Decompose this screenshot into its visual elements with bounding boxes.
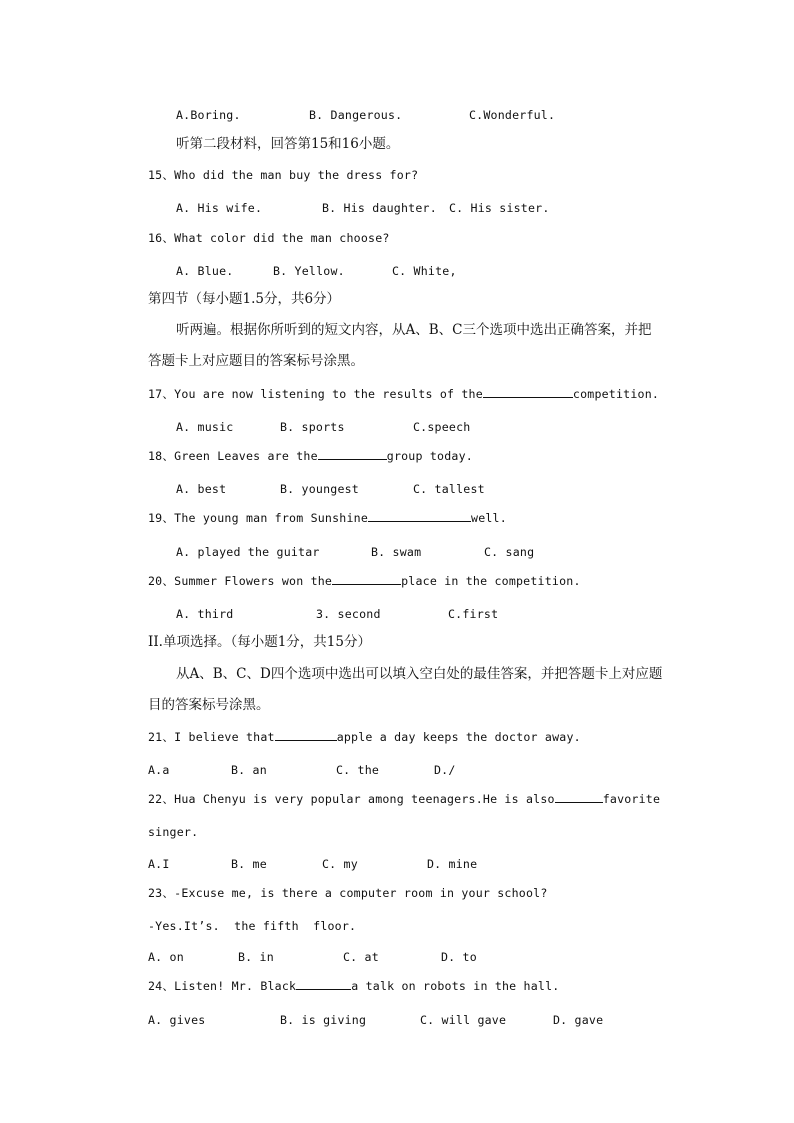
question-text: place in the competition. [401,574,581,588]
question-text: 19、The young man from Sunshine [148,511,369,525]
option-b: 3. second [316,607,381,621]
instruction-text: 听第二段材料，回答第15和16小题。 [176,136,400,152]
option-a: A.I [148,857,170,871]
option-c: C. sang [484,545,535,559]
section-heading: II.单项选择。（每小题1分，共15分） [148,634,371,650]
instruction-text: 答题卡上对应题目的答案标号涂黑。 [148,353,364,369]
option-c: C. at [343,950,379,964]
option-c: C. will gave [420,1013,507,1027]
option-c: C. His sister. [449,201,550,215]
option-b: B. Dangerous. [309,108,403,122]
instruction-text: 听两遍。根据你所听到的短文内容，从A、B、C三个选项中选出正确答案，并把 [176,322,652,338]
option-b: B. is giving [280,1013,367,1027]
answer-blank [318,448,387,460]
option-a: A. best [176,482,227,496]
option-a: A. played the guitar [176,545,320,559]
question-text: a talk on robots in the hall. [351,979,560,993]
question-text: 17、You are now listening to the results of the [148,387,483,401]
option-a: A. third [176,607,234,621]
option-d: D. gave [553,1013,604,1027]
option-b: B. His daughter. [322,201,437,215]
option-a: A. gives [148,1013,206,1027]
question-20 [148,573,581,589]
option-a: A. His wife. [176,201,263,215]
question-19 [148,510,507,526]
question-24 [148,978,559,994]
question-23: 23、-Excuse me, is there a computer room in your school? [148,886,548,900]
question-text: 21、I believe that [148,730,275,744]
option-a: A.Boring. [176,108,241,122]
option-c: C.speech [413,420,471,434]
question-22-continuation: singer. [148,825,199,839]
question-22 [148,791,660,807]
option-b: B. swam [371,545,422,559]
option-a: A. on [148,950,184,964]
question-16: 16、What color did the man choose? [148,231,390,245]
question-text: group today. [386,449,473,463]
question-text: 18、Green Leaves are the [148,449,318,463]
option-d: D. mine [427,857,478,871]
option-a: A.a [148,763,170,777]
answer-blank [555,791,603,803]
instruction-text: 目的答案标号涂黑。 [148,697,270,713]
option-c: C. tallest [413,482,485,496]
option-b: B. youngest [280,482,359,496]
question-text: 24、Listen! Mr. Black [148,979,297,993]
option-c: C. my [322,857,358,871]
question-17 [148,386,659,402]
option-b: B. an [231,763,267,777]
answer-blank [275,729,337,741]
question-text: apple a day keeps the doctor away. [336,730,581,744]
option-b: B. me [231,857,267,871]
question-21 [148,729,581,745]
option-c: C. the [336,763,380,777]
question-18 [148,448,473,464]
question-text: 20、Summer Flowers won the [148,574,333,588]
option-c: C.first [448,607,499,621]
section-heading: 第四节（每小题1.5分，共6分） [148,291,341,307]
option-a: A. Blue. [176,264,234,278]
option-c: C.Wonderful. [469,108,556,122]
question-text: well. [471,511,507,525]
answer-blank [332,573,401,585]
option-a: A. music [176,420,234,434]
instruction-text: 从A、B、C、D四个选项中选出可以填入空白处的最佳答案，并把答题卡上对应题 [176,666,663,682]
question-text: favorite [602,792,661,806]
option-b: B. Yellow. [273,264,345,278]
option-c: C. White, [392,264,457,278]
answer-blank [296,978,351,990]
option-d: D. to [441,950,477,964]
option-b: B. sports [280,420,345,434]
answer-blank [483,386,573,398]
option-b: B. in [238,950,274,964]
answer-blank [368,510,471,522]
question-text: 22、Hua Chenyu is very popular among teenagers.He is also [148,792,555,806]
question-23-response: -Yes.It’s. the fifth floor. [148,919,357,933]
question-15: 15、Who did the man buy the dress for? [148,168,419,182]
question-text: competition. [572,387,660,401]
option-d: D./ [434,763,456,777]
